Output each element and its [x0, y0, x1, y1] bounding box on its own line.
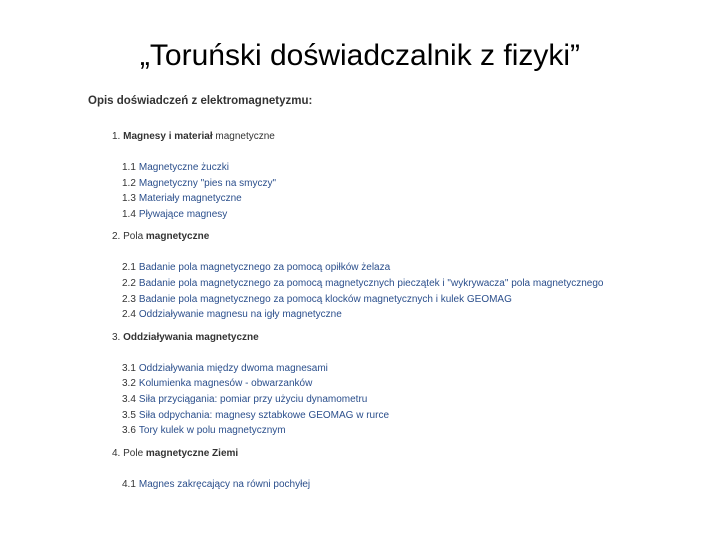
item-link[interactable]: Siła przyciągania: pomiar przy użyciu dynamometru — [138, 393, 368, 405]
experiment-list — [88, 92, 708, 500]
item-number: 2.4 — [122, 309, 136, 321]
item-link[interactable]: Tory kulek w polu magnetycznym — [138, 425, 286, 437]
item-link[interactable]: Magnes zakręcający na równi pochyłej — [138, 478, 311, 490]
item-number: 3.2 — [122, 378, 136, 390]
item-number: 2.3 — [122, 293, 136, 305]
item-number: 3.4 — [122, 393, 136, 405]
slide-title: „Toruński doświadczalnik z fizyki” — [139, 39, 581, 72]
list-item[interactable] — [122, 191, 708, 207]
doc-heading: Opis doświadczeń z elektromagnetyzmu: — [88, 95, 313, 107]
list-item[interactable] — [122, 260, 708, 276]
list-item[interactable] — [122, 361, 708, 377]
section-number: 2. — [112, 231, 121, 243]
item-link[interactable]: Oddziaływania między dwoma magnesami — [138, 362, 328, 374]
item-number: 4.1 — [122, 478, 136, 490]
item-number: 3.1 — [122, 362, 136, 374]
item-link[interactable]: Oddziaływanie magnesu na igły magnetyczne — [138, 309, 342, 321]
section-title-plain: Pola — [123, 231, 144, 243]
section-items — [88, 361, 708, 439]
item-link[interactable]: Magnetyczny "pies na smyczy" — [138, 177, 277, 189]
list-item[interactable] — [122, 292, 708, 308]
item-link[interactable]: Siła odpychania: magnesy sztabkowe GEOMAG w rurce — [138, 409, 390, 421]
item-number: 3.5 — [122, 409, 136, 421]
item-link[interactable]: Pływające magnesy — [138, 208, 228, 220]
item-number: 1.4 — [122, 208, 136, 220]
list-item[interactable] — [122, 392, 708, 408]
list-item[interactable] — [122, 307, 708, 323]
section-3 — [88, 331, 708, 439]
item-number: 2.2 — [122, 277, 136, 289]
section-title-bold: magnetyczne Ziemi — [143, 447, 239, 459]
list-item[interactable] — [122, 176, 708, 192]
section-1 — [88, 130, 708, 222]
list-item[interactable] — [122, 477, 708, 493]
item-link[interactable]: Kolumienka magnesów - obwarzanków — [138, 378, 313, 390]
section-items — [88, 160, 708, 222]
item-number: 2.1 — [122, 262, 136, 274]
section-title-plain: Pole — [123, 447, 144, 459]
section-number: 3. — [112, 331, 121, 343]
section-4 — [88, 447, 708, 493]
list-item[interactable] — [122, 423, 708, 439]
section-title-plain: Oddziaływania — [123, 331, 193, 343]
item-link[interactable]: Badanie pola magnetycznego za pomocą klocków magnetycznych i kulek GEOMAG — [138, 293, 512, 305]
section-title — [112, 130, 708, 144]
list-item[interactable] — [122, 408, 708, 424]
section-title-bold: magnetyczne — [192, 331, 259, 343]
section-title — [112, 230, 708, 244]
list-item[interactable] — [122, 376, 708, 392]
section-items — [88, 477, 708, 493]
item-number: 1.3 — [122, 193, 136, 205]
item-number: 3.6 — [122, 425, 136, 437]
list-item[interactable] — [122, 160, 708, 176]
item-link[interactable]: Magnetyczne żuczki — [138, 162, 229, 173]
list-item[interactable] — [122, 276, 708, 292]
section-number: 1. — [112, 131, 121, 142]
list-item[interactable] — [122, 207, 708, 223]
section-2 — [88, 230, 708, 322]
section-number: 4. — [112, 447, 121, 459]
item-link[interactable]: Badanie pola magnetycznego za pomocą opiłków żelaza — [138, 262, 391, 274]
section-title — [112, 331, 708, 345]
section-title-bold: magnetyczne — [143, 231, 210, 243]
item-number: 1.2 — [122, 177, 136, 189]
section-title-bold: magnetyczne — [212, 131, 275, 142]
section-title — [112, 447, 708, 461]
section-items — [88, 260, 708, 322]
section-title-plain: Magnesy i materiał — [123, 131, 213, 142]
item-number: 1.1 — [122, 162, 136, 173]
item-link[interactable]: Badanie pola magnetycznego za pomocą magnetycznych pieczątek i "wykrywacza" pola magnetycznego — [138, 277, 604, 289]
item-link[interactable]: Materiały magnetyczne — [138, 193, 242, 205]
